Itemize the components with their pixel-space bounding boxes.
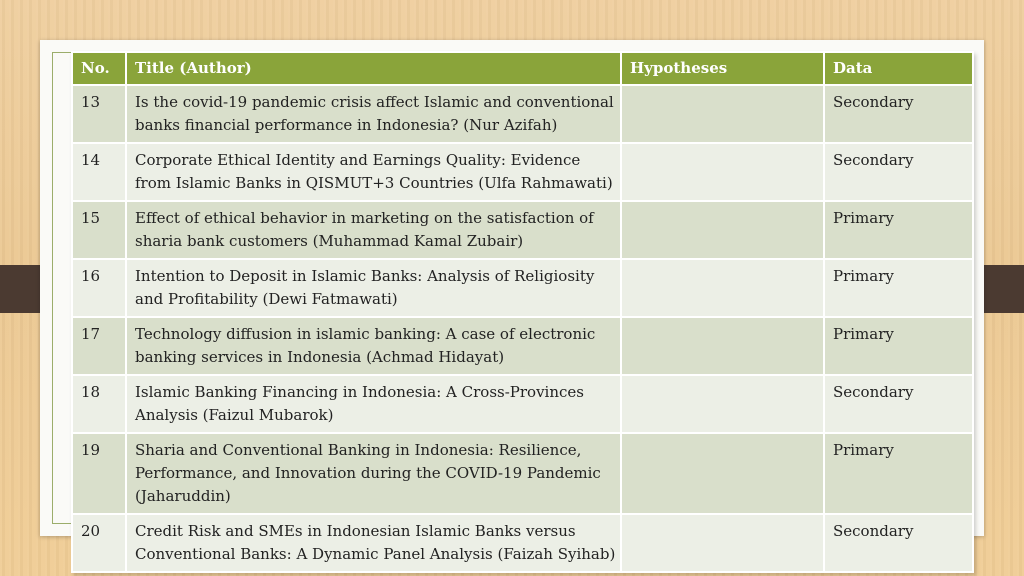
cell-no: 13 (72, 85, 126, 143)
cell-hypotheses (621, 433, 824, 514)
research-table (71, 51, 974, 573)
cell-data: Secondary (824, 514, 973, 572)
cell-no: 20 (72, 514, 126, 572)
cell-hypotheses (621, 375, 824, 433)
table-row (72, 375, 973, 433)
cell-data: Primary (824, 259, 973, 317)
table-row (72, 317, 973, 375)
cell-title: Islamic Banking Financing in Indonesia: A Cross-Provinces Analysis (Faizul Mubarok) (126, 375, 621, 433)
table-row (72, 514, 973, 572)
cell-no: 19 (72, 433, 126, 514)
column-header-data: Data (824, 52, 973, 85)
cell-title: Effect of ethical behavior in marketing on the satisfaction of sharia bank customers (Muhammad Kamal Zubair) (126, 201, 621, 259)
cell-hypotheses (621, 514, 824, 572)
table-row (72, 85, 973, 143)
cell-data: Primary (824, 317, 973, 375)
cell-hypotheses (621, 85, 824, 143)
cell-data: Secondary (824, 375, 973, 433)
cell-data: Secondary (824, 85, 973, 143)
cell-data: Primary (824, 201, 973, 259)
cell-hypotheses (621, 143, 824, 201)
cell-data: Primary (824, 433, 973, 514)
cell-title: Credit Risk and SMEs in Indonesian Islamic Banks versus Conventional Banks: A Dynamic Panel Analysis (Faizah Syihab) (126, 514, 621, 572)
cell-hypotheses (621, 317, 824, 375)
cell-no: 14 (72, 143, 126, 201)
cell-hypotheses (621, 259, 824, 317)
table-row (72, 143, 973, 201)
cell-title: Sharia and Conventional Banking in Indonesia: Resilience, Performance, and Innovation during the COVID-19 Pandemic (Jaharuddin) (126, 433, 621, 514)
cell-title: Corporate Ethical Identity and Earnings Quality: Evidence from Islamic Banks in QISMUT+3 Countries (Ulfa Rahmawati) (126, 143, 621, 201)
cell-no: 16 (72, 259, 126, 317)
column-header-hypotheses: Hypotheses (621, 52, 824, 85)
column-header-title: Title (Author) (126, 52, 621, 85)
cell-no: 15 (72, 201, 126, 259)
cell-hypotheses (621, 201, 824, 259)
cell-no: 17 (72, 317, 126, 375)
table-header-row (72, 52, 973, 85)
column-header-no: No. (72, 52, 126, 85)
cell-title: Intention to Deposit in Islamic Banks: Analysis of Religiosity and Profitability (Dewi Fatmawati) (126, 259, 621, 317)
cell-title: Is the covid-19 pandemic crisis affect Islamic and conventional banks financial performance in Indonesia? (Nur Azifah) (126, 85, 621, 143)
table-row (72, 433, 973, 514)
table-row (72, 259, 973, 317)
table-row (72, 201, 973, 259)
cell-title: Technology diffusion in islamic banking: A case of electronic banking services in Indonesia (Achmad Hidayat) (126, 317, 621, 375)
cell-data: Secondary (824, 143, 973, 201)
cell-no: 18 (72, 375, 126, 433)
